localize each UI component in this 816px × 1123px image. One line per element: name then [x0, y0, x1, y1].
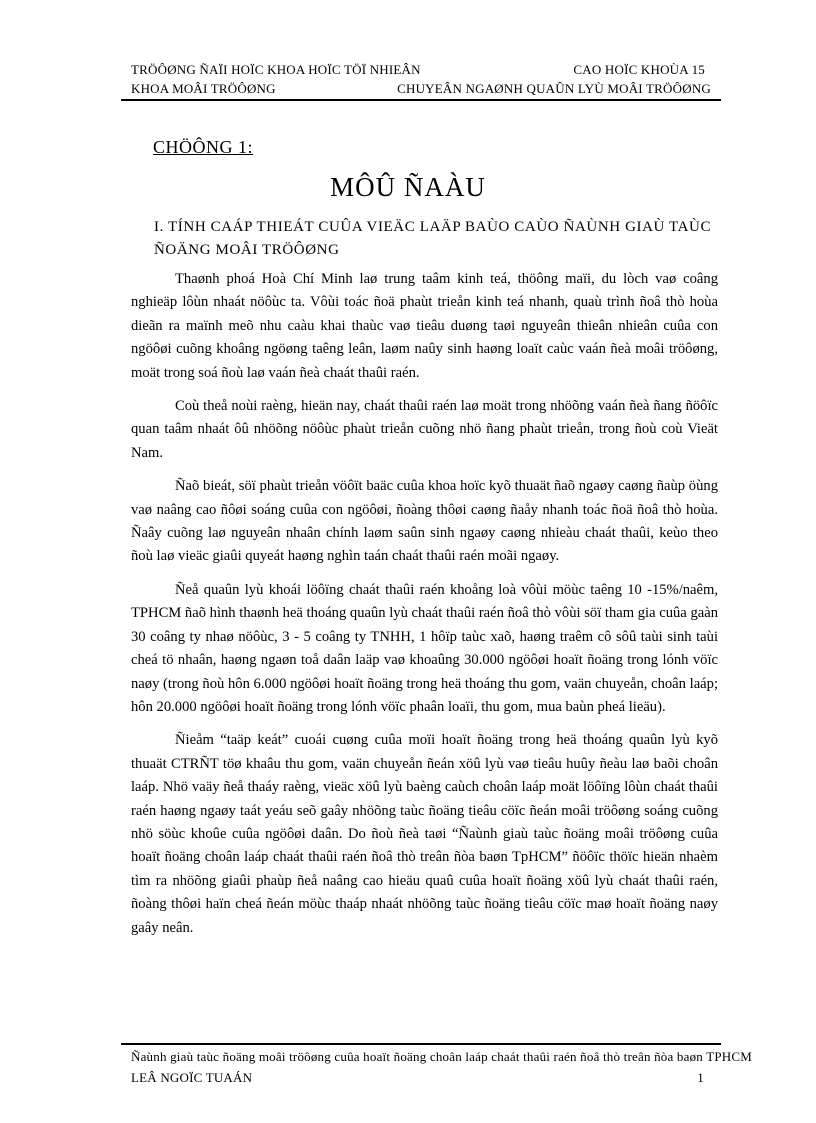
footer-divider — [121, 1043, 721, 1045]
header-divider — [121, 99, 721, 101]
header-row-2 — [131, 79, 711, 98]
footer-row-1 — [131, 1046, 752, 1067]
paragraph: Thaønh phoá Hoà Chí Minh laø trung taâm kinh teá, thöông maïi, du lòch vaø coâng nghieäp lôùn nhaát nöôùc ta. Vôùi toác ñoä phaùt trieån kinh teá nhanh, quaù trình ñoâ thò hoùa dieãn ra maïnh meõ nhu caàu khai thaùc vaø tieâu duøng taøi nguyeân thieân nhieân cuûa con ngöôøi cuõng khoâng ngöøng taêng leân, laøm naûy sinh haøng loaït caùc vaán ñeà moâi tröôøng, moät trong soá ñoù laø vaán ñeà chaát thaûi raén. — [131, 271, 718, 381]
page-header — [131, 60, 711, 98]
paragraph: Ñaõ bieát, söï phaùt trieån vöôït baäc cuûa khoa hoïc kyõ thuaät ñaõ ngaøy caøng ñaùp öùng vaø naâng cao ñôøi soáng cuûa con ngöôøi, ñoàng thôøi caøng ñaåy nhanh toác ñoä ñoâ thò hoùa. Ñaây cuõng laø nguyeân nhaân chính laøm saûn sinh ngaøy caøng nhieàu chaát thaûi, keùo theo ñoù laø vieäc giaûi quyeát haøng nghìn taán chaát thaûi raén moãi ngaøy. — [131, 478, 718, 565]
faculty-name: KHOA MOÂI TRÖÔØNG — [131, 81, 276, 96]
chapter-title: MÔÛ ÑAÀU — [330, 172, 486, 202]
body-text — [131, 268, 718, 950]
header-row-1 — [131, 60, 711, 79]
footer-row-2 — [131, 1067, 718, 1088]
course-name: CAO HOÏC KHOÙA 15 — [573, 62, 705, 77]
paragraph: Ñeå quaûn lyù khoái löôïng chaát thaûi raén khoång loà vôùi möùc taêng 10 -15%/naêm, TPHCM ñaõ hình thaønh heä thoáng quaûn lyù chaát thaûi raén ñoâ thò vôùi söï tham gia cuûa gaàn 30 coâng ty nhaø nöôùc, 3 - 5 coâng ty TNHH, 1 hôïp taùc xaõ, haøng traêm cô sôû taùi sinh taùi cheá tö nhaân, haøng ngaøn toå daân laäp vaø khoaûng 30.000 ngöôøi hoaït ñoäng trong lónh vöïc naøy (trong ñoù hôn 6.000 ngöôøi hoaït ñoäng trong heä thoáng thu gom, vaän chuyeån, choân laáp; hôn 20.000 ngöôøi hoaït ñoäng trong lónh vöïc phaân loaïi, thu gom, mua baùn pheá lieäu). — [131, 581, 718, 715]
paragraph: Ñieåm “taäp keát” cuoái cuøng cuûa moïi hoaït ñoäng trong heä thoáng quaûn lyù kyõ thuaät CTRÑT töø khaâu thu gom, vaän chuyeån ñeán xöû lyù vaø tieâu huûy ñeàu laø baõi choân laáp. Nhö vaäy ñeå thaáy raèng, vieäc xöû lyù baèng caùch choân laáp moät löôïng lôùn chaát thaûi raén haøng ngaøy taát yeáu seõ gaây nhöõng taùc ñoäng tieâu cöïc ñeán moâi tröôøng soáng cuõng nhö söùc khoûe cuûa ngöôøi daân. Do ñoù ñeà taøi “Ñaùnh giaù taùc ñoäng moâi tröôøng cuûa hoaït ñoäng choân laáp chaát thaûi raén ñoâ thò treân ñòa baøn TpHCM” ñöôïc thöïc hieän nhaèm tìm ra nhöõng giaûi phaùp ñeå naâng cao hieäu quaû cuûa hoaït ñoäng xöû lyù chaát thaûi raén, ñoàng thôøi haïn cheá ñeán möùc thaáp nhaát nhöõng taùc ñoäng tieâu cöïc maø hoaït ñoäng naøy gaây neân. — [131, 732, 718, 936]
page-footer — [131, 1046, 752, 1088]
page-number: 1 — [697, 1070, 704, 1085]
footer-document-title: Ñaùnh giaù taùc ñoäng moâi tröôøng cuûa hoaït ñoäng choân laáp chaát thaûi raén ñoâ thò treân ñòa baøn TPHCM — [131, 1049, 752, 1064]
major-name: CHUYEÂN NGAØNH QUAÛN LYÙ MOÂI TRÖÔØNG — [397, 81, 711, 96]
paragraph: Coù theå noùi raèng, hieän nay, chaát thaûi raén laø moät trong nhöõng vaán ñeà ñang ñöôïc quan taâm nhaát ôû nhöõng nöôùc phaùt trieån cuõng nhö ñang phaùt trieån, trong ñoù coù Vieät Nam. — [131, 398, 718, 461]
chapter-label: CHÖÔNG 1: — [153, 137, 254, 157]
university-name: TRÖÔØNG ÑAÏI HOÏC KHOA HOÏC TÖÏ NHIEÂN — [131, 62, 421, 77]
footer-author: LEÂ NGOÏC TUAÁN — [131, 1070, 253, 1085]
section-heading: I. TÍNH CAÁP THIEÁT CUÛA VIEÄC LAÄP BAÙO CAÙO ÑAÙNH GIAÙ TAÙC ÑOÄNG MOÂI TRÖÔØNG — [154, 219, 712, 258]
